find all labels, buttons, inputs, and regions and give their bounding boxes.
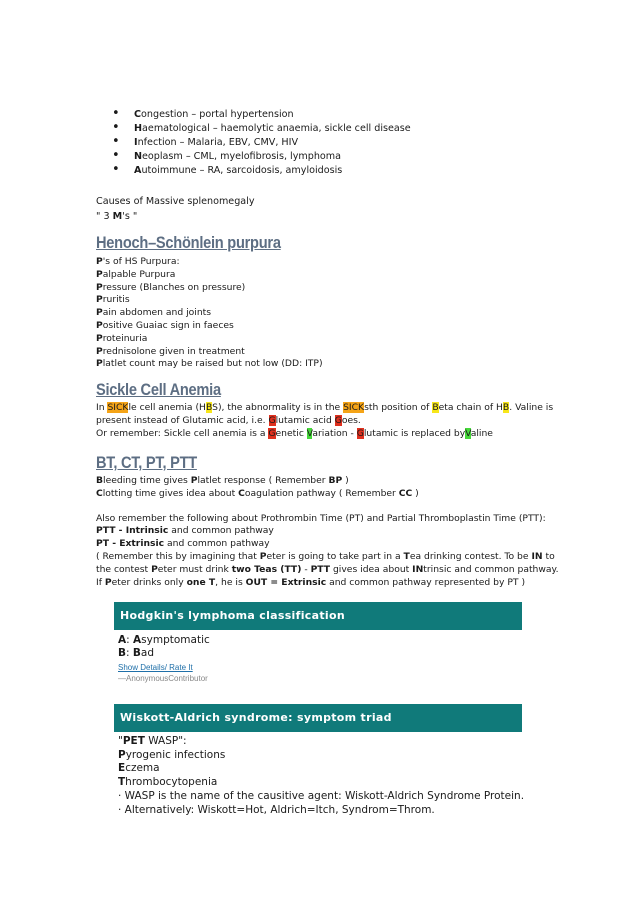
hodgkin-line: A: Asymptomatic bbox=[118, 634, 210, 646]
chinaa-list bbox=[112, 108, 411, 178]
list-item: • Infection – Malaria, EBV, CMV, HIV bbox=[112, 136, 411, 150]
hsp-line: Pressure (Blanches on pressure) bbox=[96, 281, 246, 293]
hsp-line: Positive Guaiac sign in faeces bbox=[96, 319, 234, 331]
sickle-text bbox=[96, 402, 554, 440]
hodgkin-title-bar: Hodgkin's lymphoma classification bbox=[114, 602, 522, 630]
hsp-line: Platlet count may be raised but not low (DD: ITP) bbox=[96, 358, 323, 370]
hsp-list bbox=[96, 256, 536, 371]
bt-line: If Peter drinks only one T, he is OUT = Extrinsic and common pathway represented by PT ) bbox=[96, 576, 526, 588]
list-item: • Neoplasm – CML, myelofibrosis, lymphoma bbox=[112, 150, 411, 164]
hsp-line: Pain abdomen and joints bbox=[96, 307, 212, 319]
sickle-line-2: present instead of Glutamic acid, i.e. Glutamic acid Goes. bbox=[96, 414, 361, 426]
hsp-line: Pruritis bbox=[96, 294, 130, 306]
list-item: • Autoimmune – RA, sarcoidosis, amyloidosis bbox=[112, 164, 411, 178]
causes-mnemonic: " 3 M's " bbox=[96, 211, 138, 222]
list-item: • Congestion – portal hypertension bbox=[112, 108, 411, 122]
hsp-line: Proteinuria bbox=[96, 332, 148, 344]
wiskott-line: · Alternatively: Wiskott=Hot, Aldrich=Itch, Syndrom=Throm. bbox=[118, 803, 435, 816]
show-details-link[interactable]: Show Details/ Rate It bbox=[118, 663, 193, 672]
hsp-line: Palpable Purpura bbox=[96, 268, 176, 280]
hodgkin-footer bbox=[118, 659, 208, 684]
bt-heading: BT, CT, PT, PTT bbox=[96, 453, 197, 472]
list-item: • Haematological – haemolytic anaemia, sickle cell disease bbox=[112, 122, 411, 136]
bt-line: the contest Peter must drink two Teas (TT) - PTT gives idea about INtrinsic and common pathway. bbox=[96, 563, 559, 575]
hsp-line: Prednisolone given in treatment bbox=[96, 345, 245, 357]
causes-caption: Causes of Massive splenomegaly bbox=[96, 196, 255, 207]
hsp-heading: Henoch–Schönlein purpura bbox=[96, 233, 281, 252]
wiskott-line: Eczema bbox=[118, 762, 160, 775]
wiskott-line: "PET WASP": bbox=[118, 735, 187, 747]
hsp-line: P's of HS Purpura: bbox=[96, 256, 180, 267]
wiskott-line: Pyrogenic infections bbox=[118, 748, 226, 761]
bt-line: Bleeding time gives Platlet response ( Remember BP ) bbox=[96, 475, 349, 486]
sickle-line-1: In SICKle cell anemia (HBS), the abnormality is in the SICKsth position of Beta chain of HB. Valine is bbox=[96, 402, 554, 413]
bt-text bbox=[96, 475, 559, 589]
sickle-heading: Sickle Cell Anemia bbox=[96, 380, 221, 399]
wiskott-line: · WASP is the name of the causitive agent: Wiskott-Aldrich Syndrome Protein. bbox=[118, 789, 525, 802]
sickle-line-3: Or remember: Sickle cell anemia is a Genetic Variation - Glutamic is replaced byValine bbox=[96, 427, 493, 439]
wiskott-line: Thrombocytopenia bbox=[118, 776, 218, 789]
bt-line: ( Remember this by imagining that Peter is going to take part in a Tea drinking contest. To be IN to bbox=[96, 550, 555, 562]
bt-line: PTT - Intrinsic and common pathway bbox=[96, 525, 274, 537]
bt-line: Clotting time gives idea about Coagulation pathway ( Remember CC ) bbox=[96, 487, 419, 499]
wiskott-content bbox=[118, 735, 524, 817]
bt-line: PT - Extrinsic and common pathway bbox=[96, 538, 270, 550]
hodgkin-line: B: Bad bbox=[118, 647, 155, 659]
wiskott-title-bar: Wiskott-Aldrich syndrome: symptom triad bbox=[114, 704, 522, 732]
bt-line: Also remember the following about Prothrombin Time (PT) and Partial Thromboplastin Time (PTT): bbox=[96, 512, 546, 524]
hodgkin-content bbox=[118, 634, 210, 660]
contributor-label: —AnonymousContributor bbox=[118, 674, 208, 683]
